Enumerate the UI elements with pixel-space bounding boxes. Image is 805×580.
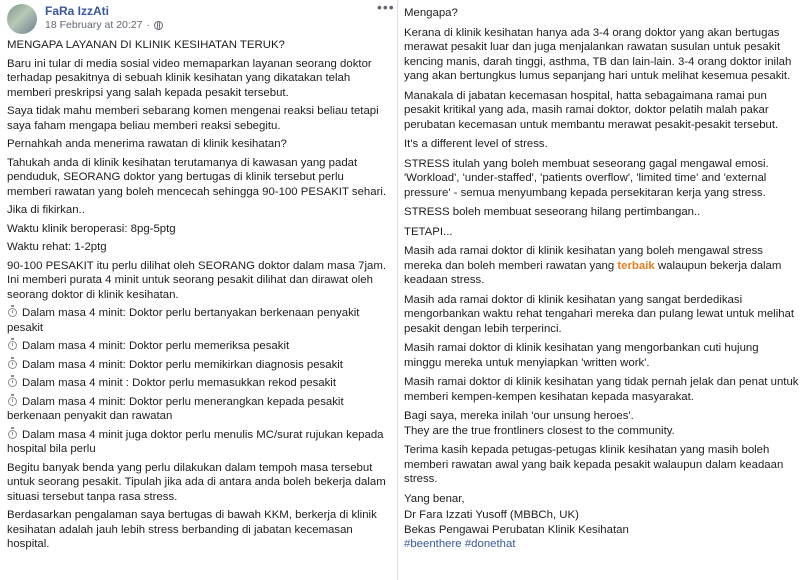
paragraph: STRESS itulah yang boleh membuat seseorang gagal mengawal emosi. 'Workload', 'under-staffed', 'patients overflow', 'limited time' and 'external pressure' - semua menyumbang kepada persekitaran kerja yang stress. (404, 157, 769, 199)
signature-title: Bekas Pengawai Perubatan Klinik Kesihatan (404, 523, 629, 536)
post-title: MENGAPA LAYANAN DI KLINIK KESIHATAN TERUK? (7, 39, 285, 51)
hashtag-link[interactable]: #donethat (464, 538, 516, 550)
paragraph: Waktu rehat: 1-2ptg (7, 241, 107, 253)
paragraph: Bagi saya, mereka inilah 'our unsung heroes'. (404, 410, 634, 422)
globe-icon[interactable] (154, 21, 163, 30)
paragraph: 90-100 PESAKIT itu perlu dilihat oleh SEORANG doktor dalam masa 7jam. Ini memberi purata 4 minit untuk seorang pesakit dilihat dan dirawat oleh seorang doktor di klinik kesihatan. (7, 259, 387, 301)
paragraph: Jika di fikirkan.. (7, 204, 85, 216)
paragraph: Terima kasih kepada petugas-petugas klinik kesihatan yang masih boleh memberi rawatan awal yang baik kepada pesakit walaupun dalam keadaan stress. (404, 444, 784, 485)
stopwatch-icon (8, 430, 17, 439)
paragraph: Saya tidak mahu memberi sebarang komen mengenai reaksi beliau tetapi saya faham mengapa beliau memberi reaksi sebegitu. (7, 105, 379, 132)
avatar[interactable] (7, 4, 37, 34)
paragraph: Tahukah anda di klinik kesihatan terutamanya di kawasan yang padat penduduk, SEORANG doktor yang bertugas di klinik tersebut perlu memberi rawatan yang boleh mencecah sehingga 90-100 PESAKIT sehari. (7, 156, 387, 198)
paragraph: Begitu banyak benda yang perlu dilakukan dalam tempoh masa tersebut untuk seorang pesakit. Tipulah jika ada di antara anda boleh bekerja dalam situasi tersebut tanpa rasa stress. (7, 461, 386, 503)
list-item (7, 395, 391, 424)
hashtags (404, 537, 799, 552)
list-item-text: Dalam masa 4 minit: Doktor perlu bertanyakan berkenaan penyakit pesakit (7, 307, 360, 334)
list-item (7, 376, 391, 391)
list-item-text: Dalam masa 4 minit: Doktor perlu menerangkan kepada pesakit berkenaan penyakit dan rawatan (7, 395, 344, 422)
signature-name: Dr Fara Izzati Yusoff (MBBCh, UK) (404, 509, 579, 521)
highlighted-word: terbaik (617, 259, 655, 272)
more-options-button[interactable]: ••• (377, 0, 395, 15)
paragraph: Masih ramai doktor di klinik kesihatan yang mengorbankan cuti hujung minggu mereka untuk menyiapkan 'written work'. (404, 342, 759, 369)
list-item (7, 428, 391, 457)
paragraph: Mengapa? (404, 7, 458, 19)
paragraph: It's a different level of stress. (404, 138, 548, 150)
paragraph: Manakala di jabatan kecemasan hospital, hatta sebagaimana ramai pun pesakit kritikal yang ada, masih ramai doktor, doktor pelatih malah pakar perubatan kecemasan untuk membantu merawat pesakit-pesakit tersebut. (404, 89, 779, 131)
paragraph: TETAPI... (404, 225, 453, 238)
list-item (7, 306, 391, 335)
stopwatch-icon (8, 308, 17, 317)
list-item-text: Dalam masa 4 minit juga doktor perlu menulis MC/surat rujukan kepada hospital bila perlu (7, 428, 384, 455)
paragraph-text: Masih ada ramai doktor di klinik kesihatan yang boleh mengawal stress mereka dan boleh memberi rawatan yang (404, 245, 763, 272)
paragraph-text: walaupun bekerja dalam keadaan stress. (404, 259, 782, 286)
paragraph: Masih ramai doktor di klinik kesihatan yang tidak pernah jelak dan penat untuk memberi kempen-kempen kesihatan kepada masyarakat. (404, 376, 799, 403)
meta-separator: · (146, 19, 150, 31)
paragraph: Masih ada ramai doktor di klinik kesihatan yang sangat berdedikasi mengorbankan waktu rehat tengahari mereka dan pulang lewat untuk melihat pesakit dengan lebih terperinci. (404, 293, 795, 335)
author-block (45, 4, 391, 32)
post-meta (45, 19, 391, 32)
stopwatch-icon (8, 360, 17, 369)
post-timestamp[interactable]: 18 February at 20:27 (45, 19, 143, 31)
paragraph: Berdasarkan pengalaman saya bertugas di bawah KKM, berkerja di klinik kesihatan adalah jauh lebih stress berbanding di jabatan kecemasan hospital. (7, 509, 377, 550)
stopwatch-icon (8, 397, 17, 406)
author-name[interactable]: FaRa IzzAti (45, 4, 110, 18)
paragraph: Baru ini tular di media sosial video memaparkan layanan seorang doktor terhadap pesakitnya di sebuah klinik kesihatan yang dikatakan telah memberi preskripsi yang salah kepada pesakit tersebut. (7, 57, 372, 99)
list-item-text: Dalam masa 4 minit : Doktor perlu memasukkan rekod pesakit (22, 377, 336, 389)
list-item (7, 339, 391, 354)
paragraph: STRESS boleh membuat seseorang hilang pertimbangan.. (404, 206, 701, 218)
paragraph: Pernahkah anda menerima rawatan di klinik kesihatan? (7, 138, 287, 150)
paragraph (404, 244, 799, 288)
list-item-text: Dalam masa 4 minit: Doktor perlu memikirkan diagnosis pesakit (22, 358, 343, 371)
post-column-left (0, 0, 397, 580)
hashtag-link[interactable]: #beenthere (404, 538, 462, 550)
post-header (7, 4, 391, 38)
signature-greeting: Yang benar, (404, 492, 465, 505)
paragraph: They are the true frontliners closest to the community. (404, 424, 675, 437)
list-item-text: Dalam masa 4 minit: Doktor perlu memeriksa pesakit (22, 340, 290, 352)
paragraph: Waktu klinik beroperasi: 8pg-5ptg (7, 222, 176, 235)
paragraph: Kerana di klinik kesihatan hanya ada 3-4 orang doktor yang akan bertugas merawat pesakit luar dan juga menjalankan rawatan susulan untuk pesakit kencing manis, darah tinggi, asthma, TB dan lain-lain. 3-4 orang doktor inilah yang akan bertungkus lumus sepanjang hari untuk melihat kesemua pesakit. (404, 26, 792, 82)
list-item (7, 358, 391, 373)
stopwatch-icon (8, 378, 17, 387)
stopwatch-icon (8, 341, 17, 350)
post-column-right (397, 0, 805, 580)
